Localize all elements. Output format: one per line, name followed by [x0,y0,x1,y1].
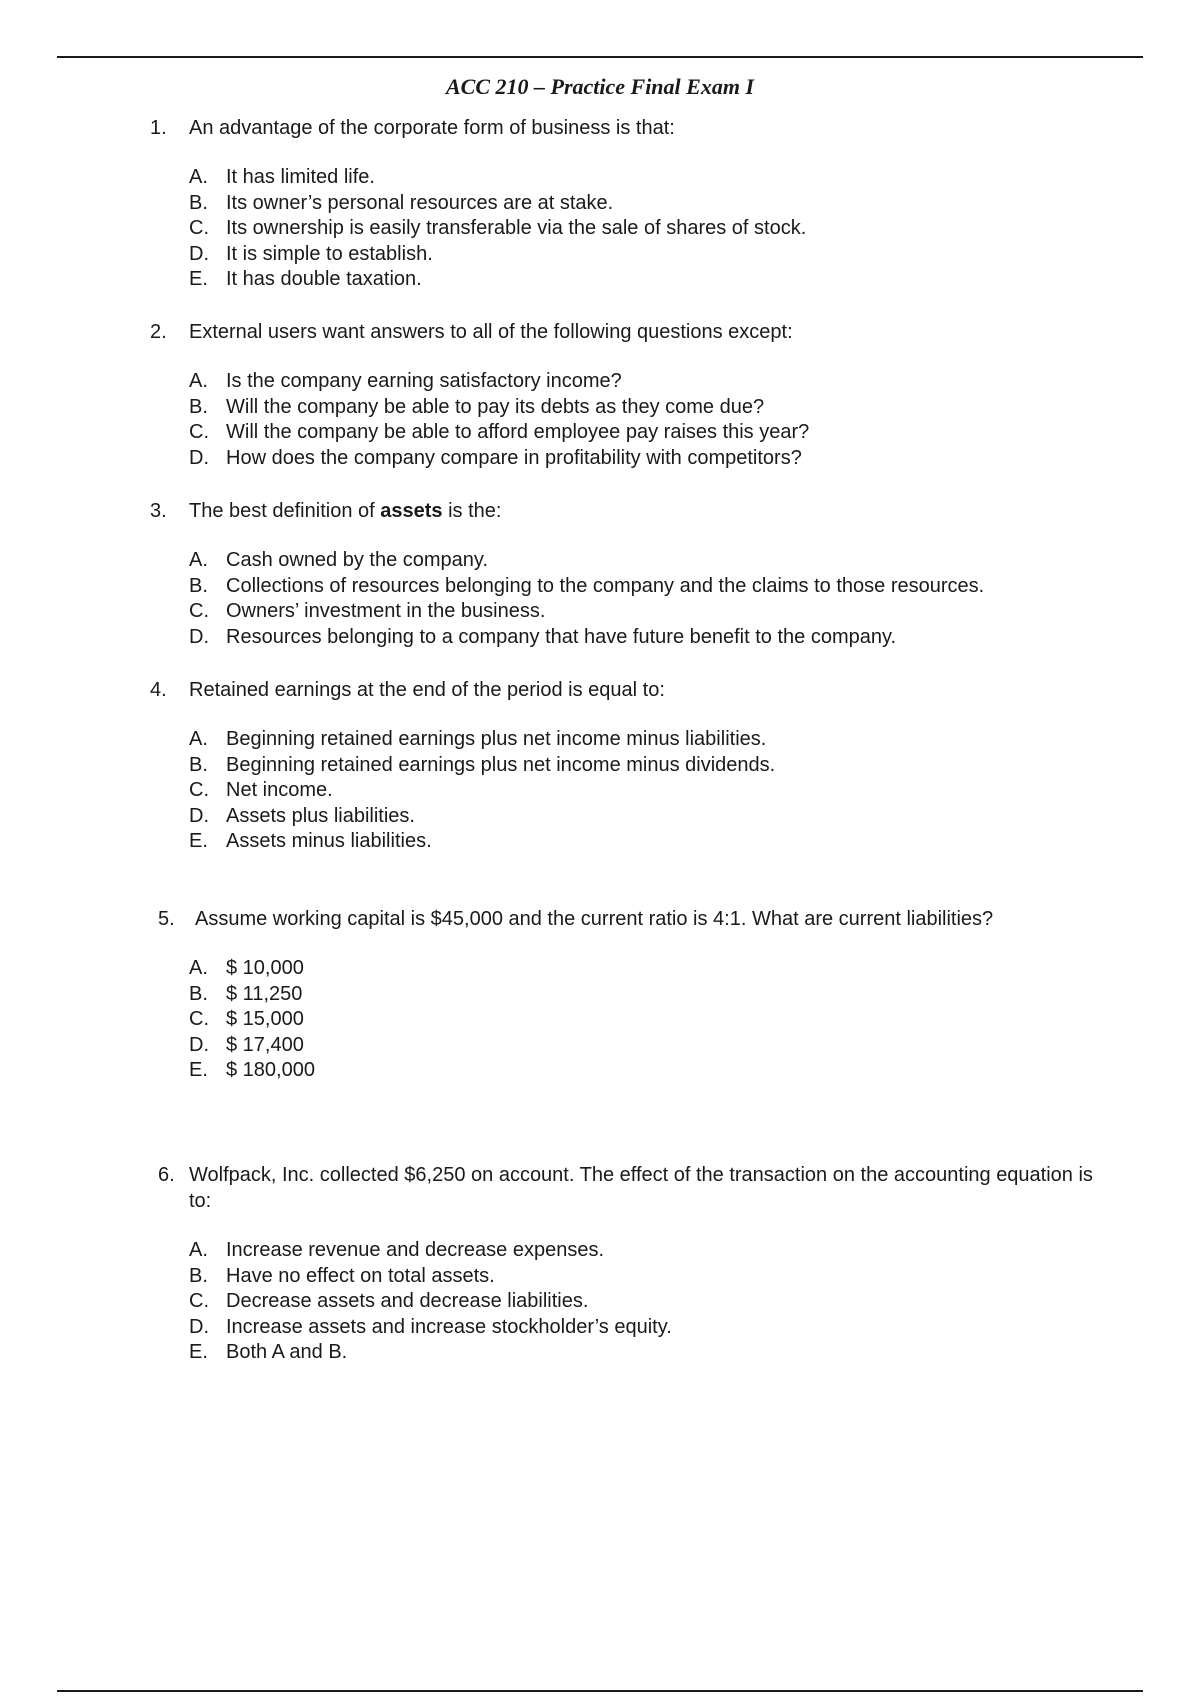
option-text: $ 180,000 [226,1059,315,1081]
option-letter: C. [189,421,209,443]
answer-option [189,548,1110,574]
option-letter: B. [189,191,208,214]
option-text: $ 15,000 [226,1008,304,1030]
option-text: Beginning retained earnings plus net income minus dividends. [226,753,776,776]
option-text: Increase assets and increase stockholder’s equity. [226,1315,672,1338]
question-stem [150,115,1110,141]
option-letter: B. [189,1264,208,1287]
option-letter: D. [189,446,209,469]
option-text: Beginning retained earnings plus net income minus liabilities. [226,728,767,750]
option-letter: D. [189,804,209,827]
option-letter: E. [189,1341,208,1363]
answer-option [189,753,1110,779]
answer-option [189,446,1110,472]
answer-option [189,191,1110,217]
answer-option [189,242,1110,268]
answer-option [189,369,1110,395]
answer-option [189,599,1110,625]
option-text: $ 10,000 [226,957,304,979]
option-text: Resources belonging to a company that have future benefit to the company. [226,625,897,648]
option-text: Have no effect on total assets. [226,1264,495,1287]
question-text: Wolfpack, Inc. collected $6,250 on account. The effect of the transaction on the accounting equation is to: [189,1164,1093,1212]
answer-option [189,1340,1108,1366]
question-4 [150,677,1110,855]
question-1 [150,115,1110,293]
option-letter: A. [189,728,208,750]
question-5 [158,906,1108,1084]
question-text-end: is the: [442,500,502,522]
question-number: 2. [150,321,167,343]
question-stem [150,498,1110,524]
option-text: Its owner’s personal resources are at stake. [226,191,614,214]
answer-option [189,1033,1108,1059]
option-letter: D. [189,1315,209,1338]
option-text: Cash owned by the company. [226,549,489,571]
option-text: Decrease assets and decrease liabilities. [226,1290,589,1312]
question-key-term: assets [380,500,443,522]
question-text: Assume working capital is $45,000 and the current ratio is 4:1. What are current liabilities? [195,908,994,930]
option-letter: E. [189,830,208,852]
option-text: Collections of resources belonging to the company and the claims to those resources. [226,574,985,597]
answer-option [189,574,1110,600]
option-text: How does the company compare in profitability with competitors? [226,446,802,469]
question-stem [150,319,1110,345]
answer-option [189,1007,1108,1033]
option-text: Increase revenue and decrease expenses. [226,1239,605,1261]
option-text: Net income. [226,779,333,801]
answer-options [189,548,1110,650]
answer-option [189,165,1110,191]
option-letter: A. [189,166,208,188]
option-letter: C. [189,217,209,239]
question-number: 3. [150,500,167,522]
question-stem [150,677,1110,703]
answer-option [189,829,1110,855]
exam-title: ACC 210 – Practice Final Exam I [445,74,755,99]
option-text: Owners’ investment in the business. [226,600,546,622]
answer-option [189,1058,1108,1084]
question-text-start: The best definition of [189,500,381,522]
option-letter: E. [189,1059,208,1081]
option-text: Its ownership is easily transferable via the sale of shares of stock. [226,217,807,239]
question-3 [150,498,1110,650]
option-letter: B. [189,753,208,776]
answer-options [189,1238,1108,1366]
option-letter: A. [189,957,208,979]
option-text: Both A and B. [226,1341,348,1363]
option-text: It has double taxation. [226,268,422,290]
answer-option [189,1315,1108,1341]
question-number: 5. [158,908,175,930]
answer-option [189,1264,1108,1290]
question-text [189,498,1110,524]
question-text: An advantage of the corporate form of business is that: [189,117,675,139]
bottom-rule [57,1690,1143,1692]
answer-options [189,369,1110,471]
answer-option [189,1238,1108,1264]
option-letter: A. [189,370,208,392]
option-text: $ 11,250 [226,982,303,1005]
option-letter: B. [189,574,208,597]
option-letter: D. [189,1033,209,1056]
option-text: Is the company earning satisfactory income? [226,370,622,392]
answer-option [189,956,1108,982]
answer-options [189,165,1110,293]
question-number: 6. [158,1164,175,1186]
answer-option [189,625,1110,651]
option-text: Assets minus liabilities. [226,830,432,852]
answer-option [189,778,1110,804]
option-letter: A. [189,549,208,571]
answer-option [189,982,1108,1008]
option-text: Will the company be able to pay its debts as they come due? [226,395,765,418]
question-number: 4. [150,679,167,701]
option-letter: E. [189,268,208,290]
answer-option [189,395,1110,421]
option-text: It has limited life. [226,166,375,188]
answer-option [189,1289,1108,1315]
question-stem [158,906,1108,932]
option-text: Assets plus liabilities. [226,804,415,827]
question-stem [158,1162,1108,1214]
answer-option [189,420,1110,446]
answer-options [189,956,1108,1084]
question-text: Retained earnings at the end of the period is equal to: [189,679,665,701]
option-letter: D. [189,242,209,265]
question-6 [158,1162,1108,1366]
answer-option [189,727,1110,753]
option-letter: C. [189,779,209,801]
top-rule [57,56,1143,58]
question-2 [150,319,1110,471]
answer-options [189,727,1110,855]
answer-option [189,804,1110,830]
option-letter: C. [189,1008,209,1030]
option-letter: C. [189,600,209,622]
option-letter: B. [189,395,208,418]
option-text: It is simple to establish. [226,242,433,265]
question-number: 1. [150,117,167,139]
answer-option [189,267,1110,293]
answer-option [189,216,1110,242]
option-letter: A. [189,1239,208,1261]
option-letter: B. [189,982,208,1005]
option-letter: D. [189,625,209,648]
question-text: External users want answers to all of the following questions except: [189,321,793,343]
option-text: Will the company be able to afford employee pay raises this year? [226,421,810,443]
option-letter: C. [189,1290,209,1312]
option-text: $ 17,400 [226,1033,304,1056]
